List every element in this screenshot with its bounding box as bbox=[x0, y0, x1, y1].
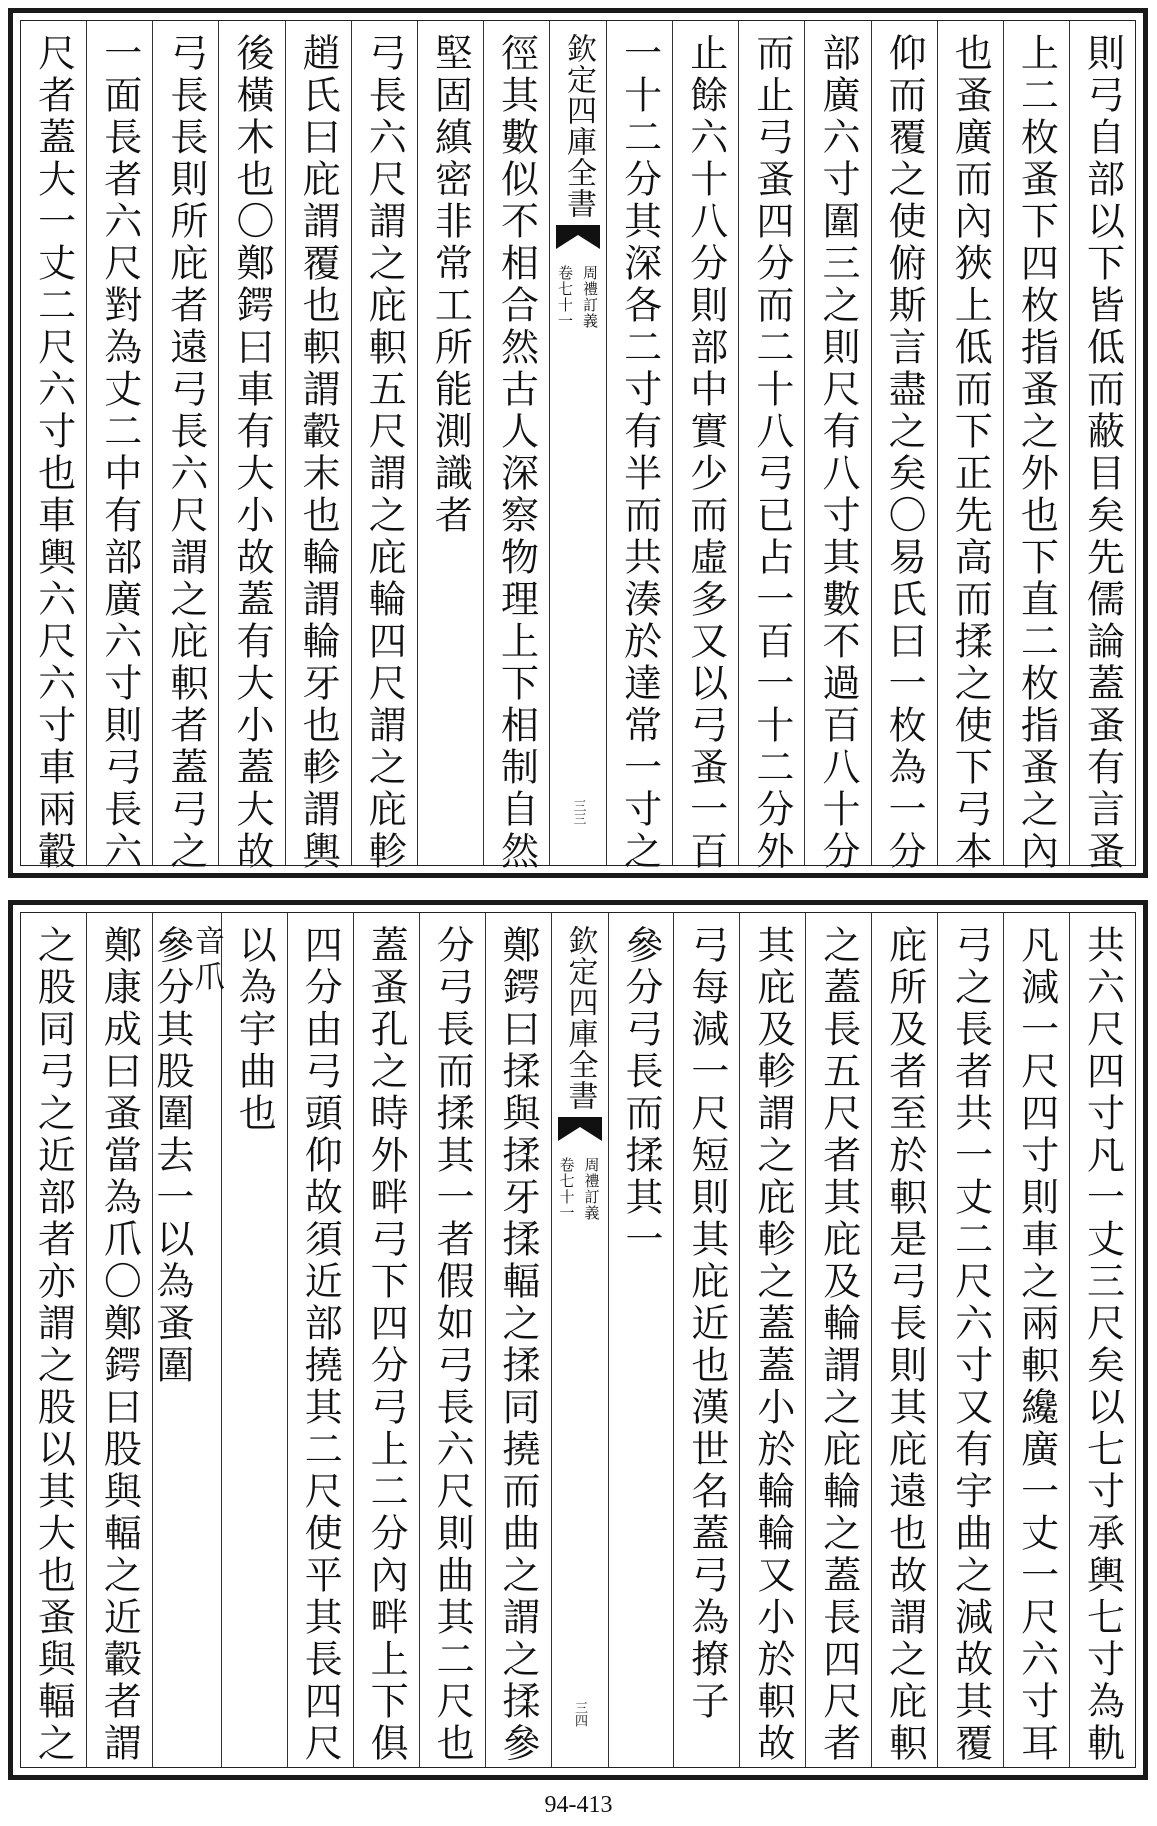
text-column: 部廣六寸圍三之則尺有八寸其數不過百八十分 bbox=[804, 21, 870, 865]
top-page-text-frame bbox=[20, 20, 1136, 873]
volume-label: 卷七十一 bbox=[556, 265, 574, 329]
text-column: 而止弓蚤四分而二十八弓已占一百一十二分外 bbox=[738, 21, 804, 865]
fishtail-mark-icon bbox=[556, 225, 600, 249]
text-column: 之股同弓之近部者亦謂之股以其大也蚤與輻之 bbox=[31, 925, 76, 1765]
book-volume-label bbox=[555, 265, 601, 329]
text-column: 仰而覆之使俯斯言盡之矣〇易氏曰一枚為一分 bbox=[871, 21, 937, 865]
block-center-column bbox=[549, 21, 606, 865]
collection-title: 欽定四庫全書 bbox=[562, 925, 598, 1111]
text-column: 四分由弓頭仰故須近部撓其二尺使平其長四尺 bbox=[287, 913, 353, 1767]
text-column: 蓋蚤孔之時外畔弓下四分弓上二分內畔上下俱 bbox=[353, 913, 419, 1767]
book-volume-label bbox=[557, 1157, 603, 1221]
text-column: 鄭康成曰蚤當為爪〇鄭鍔曰股與輻之近轂者謂 bbox=[86, 913, 152, 1767]
collection-title: 欽定四庫全書 bbox=[561, 33, 596, 219]
text-column: 鄭鍔曰揉與揉牙揉輻之揉同撓而曲之謂之揉參 bbox=[485, 913, 551, 1767]
text-column: 弓長長則所庇者遠弓長六尺謂之庇軹者蓋弓之 bbox=[152, 21, 218, 865]
annotation-note: 音爪 bbox=[188, 925, 224, 997]
page-number: 94-413 bbox=[544, 1792, 613, 1818]
text-column: 參分其股圍去一以為蚤圍 音爪 bbox=[152, 913, 221, 1767]
text-column: 徑其數似不相合然古人深察物理上下相制自然 bbox=[483, 21, 549, 865]
folio-number: 三三 bbox=[570, 799, 586, 825]
text-column: 止餘六十八分則部中實少而虛多又以弓蚤一百 bbox=[672, 21, 738, 865]
volume-label: 卷七十一 bbox=[557, 1157, 576, 1221]
bottom-page bbox=[8, 900, 1148, 1780]
text-column: 一十二分其深各二寸有半而共湊於達常一寸之 bbox=[606, 21, 672, 865]
text-column: 趙氏曰庇謂覆也軹謂轂末也輪謂輪牙也軫謂輿 bbox=[285, 21, 351, 865]
text-column: 之蓋長五尺者其庇及輪謂之庇輪之蓋長四尺者 bbox=[805, 913, 871, 1767]
text-column: 上二枚蚤下四枚指蚤之外也下直二枚指蚤之內 bbox=[1003, 21, 1069, 865]
text-column: 共六尺四寸凡一丈三尺矣以七寸承輿七寸為軌 bbox=[1069, 913, 1135, 1767]
block-center-column bbox=[551, 913, 608, 1767]
text-column: 堅固縝密非常工所能測識者 bbox=[417, 21, 483, 865]
book-title: 周禮訂義 bbox=[582, 1157, 601, 1221]
text-column: 尺者蓋大一丈二尺六寸也車輿六尺六寸車兩轂 bbox=[31, 33, 76, 873]
text-column: 凡減一尺四寸則車之兩軹纔廣一丈一尺六寸耳 bbox=[1003, 913, 1069, 1767]
text-column: 一面長者六尺對為丈二中有部廣六寸則弓長六 bbox=[86, 21, 152, 865]
text-column: 則弓自部以下皆低而蔽目矣先儒論蓋蚤有言蚤 bbox=[1069, 21, 1135, 865]
text-column: 後橫木也〇鄭鍔曰車有大小故蓋有大小蓋大故 bbox=[218, 21, 284, 865]
book-title: 周禮訂義 bbox=[581, 265, 599, 329]
text-column: 弓每減一尺短則其庇近也漢世名蓋弓為撩子 bbox=[673, 913, 739, 1767]
bottom-page-text-frame bbox=[20, 912, 1136, 1768]
text-column: 弓長六尺謂之庇軹五尺謂之庇輪四尺謂之庇軫 bbox=[351, 21, 417, 865]
text-column: 也蚤廣而內狹上低而下正先高而揉之使下弓本 bbox=[937, 21, 1003, 865]
text-column: 分弓長而揉其一者假如弓長六尺則曲其二尺也 bbox=[419, 913, 485, 1767]
folio-number: 三四 bbox=[572, 1701, 587, 1727]
text-column: 以為宇曲也 bbox=[221, 913, 287, 1767]
text-column: 其庇及軫謂之庇軫之蓋蓋小於輪輪又小於軹故 bbox=[739, 913, 805, 1767]
top-page bbox=[8, 8, 1148, 878]
fishtail-mark-icon bbox=[558, 1117, 602, 1141]
text-column: 弓之長者共一丈二尺六寸又有宇曲之減故其覆 bbox=[937, 913, 1003, 1767]
text-column: 庇所及者至於軹是弓長則其庇遠也故謂之庇軹 bbox=[871, 913, 937, 1767]
text-column: 參分弓長而揉其一 bbox=[608, 913, 674, 1767]
